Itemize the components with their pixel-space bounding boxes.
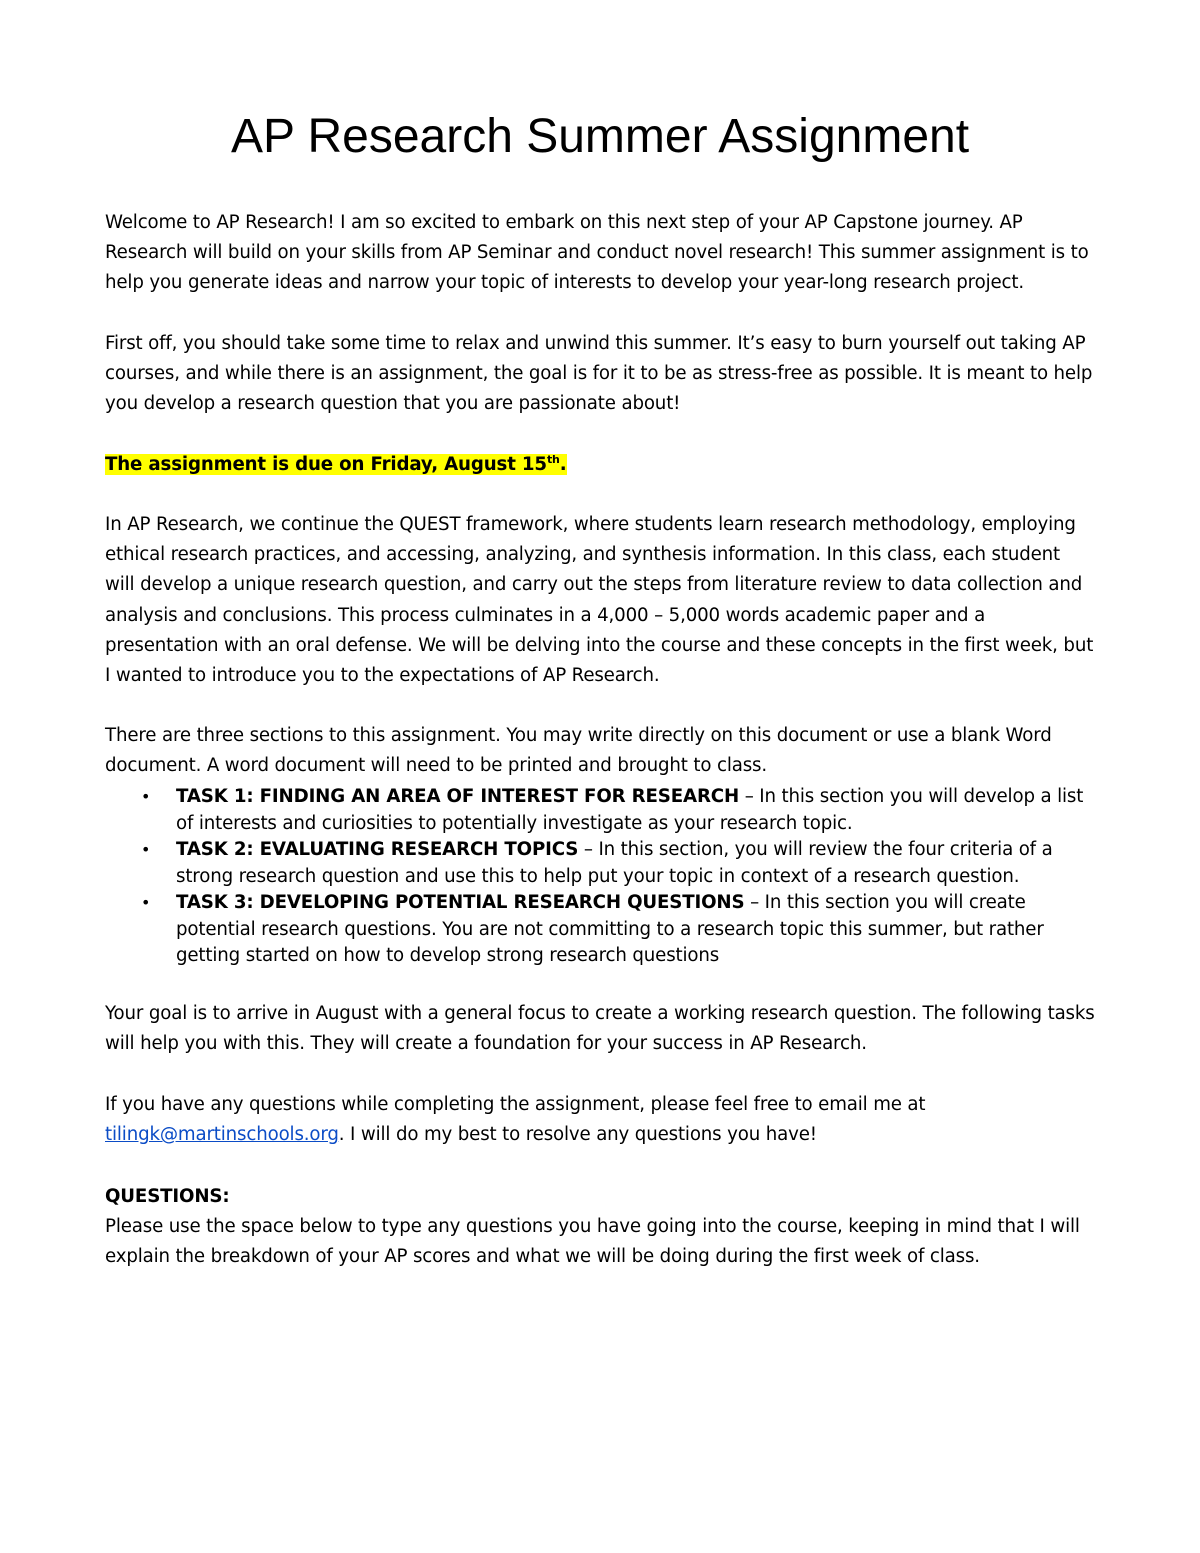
task-name: TASK 1: FINDING AN AREA OF INTEREST FOR RESEARCH bbox=[176, 786, 740, 807]
task-name: TASK 2: EVALUATING RESEARCH TOPICS bbox=[176, 839, 579, 860]
task-name: TASK 3: DEVELOPING POTENTIAL RESEARCH QUESTIONS bbox=[176, 892, 745, 913]
document-title: AP Research Summer Assignment bbox=[230, 110, 970, 163]
due-date-text: The assignment is due on Friday, August 15 bbox=[105, 454, 547, 475]
task-list bbox=[105, 784, 1105, 970]
questions-heading: QUESTIONS: bbox=[105, 1186, 230, 1207]
due-date-paragraph bbox=[105, 450, 1095, 480]
bullet-icon: • bbox=[141, 787, 151, 806]
due-date-end: . bbox=[559, 454, 567, 475]
bullet-icon: • bbox=[141, 893, 151, 912]
goal-paragraph: Your goal is to arrive in August with a general focus to create a working research question. The following tasks will help you with this. They will create a foundation for your success in AP Research. bbox=[105, 1003, 1095, 1055]
task-description: – In this section you will develop a list of interests and curiosities to potentially investigate as your research topic. bbox=[176, 786, 1084, 834]
first-off-paragraph: First off, you should take some time to relax and unwind this summer. It’s easy to burn yourself out taking AP courses, and while there is an assignment, the goal is for it to be as stress-free as possible. It is meant to help you develop a research question that you are passionate about! bbox=[105, 333, 1093, 415]
contact-text: If you have any questions while completing the assignment, please feel free to email me at bbox=[105, 1094, 926, 1115]
quest-paragraph: In AP Research, we continue the QUEST framework, where students learn research methodology, employing ethical research practices, and accessing, analyzing, and synthesis information. In this class, each student will develop a unique research question, and carry out the steps from literature review to data collection and analysis and conclusions. This process culminates in a 4,000 – 5,000 words academic paper and a presentation with an oral defense. We will be delving into the course and these concepts in the first week, but I wanted to introduce you to the expectations of AP Research. bbox=[105, 514, 1094, 687]
email-link[interactable]: tilingk@martinschools.org bbox=[105, 1124, 339, 1146]
welcome-paragraph: Welcome to AP Research! I am so excited to embark on this next step of your AP Capstone journey. AP Research will build on your skills from AP Seminar and conduct novel research! This summer assignment is to help you generate ideas and narrow your topic of interests to develop your year-long research project. bbox=[105, 212, 1089, 294]
bullet-icon: • bbox=[141, 840, 151, 859]
due-date-ordinal: th bbox=[546, 453, 560, 466]
questions-instructions: Please use the space below to type any questions you have going into the course, keeping in mind that I will explain the breakdown of your AP scores and what we will be doing during the first week of class. bbox=[105, 1216, 1080, 1268]
task-description: – In this section you will create potential research questions. You are not committing to a research topic this summer, but rather getting started on how to develop strong research questions bbox=[176, 892, 1044, 966]
task-item-2 bbox=[105, 837, 1105, 890]
contact-paragraph bbox=[105, 1090, 1095, 1150]
task-item-1 bbox=[105, 784, 1105, 837]
task-description: – In this section, you will review the four criteria of a strong research question and use this to help put your topic in context of a research question. bbox=[176, 839, 1053, 887]
task-item-3 bbox=[105, 890, 1105, 970]
sections-intro-paragraph: There are three sections to this assignment. You may write directly on this document or use a blank Word document. A word document will need to be printed and brought to class. bbox=[105, 725, 1052, 777]
contact-text-end: . I will do my best to resolve any questions you have! bbox=[338, 1124, 817, 1146]
due-date-highlight bbox=[105, 454, 567, 475]
